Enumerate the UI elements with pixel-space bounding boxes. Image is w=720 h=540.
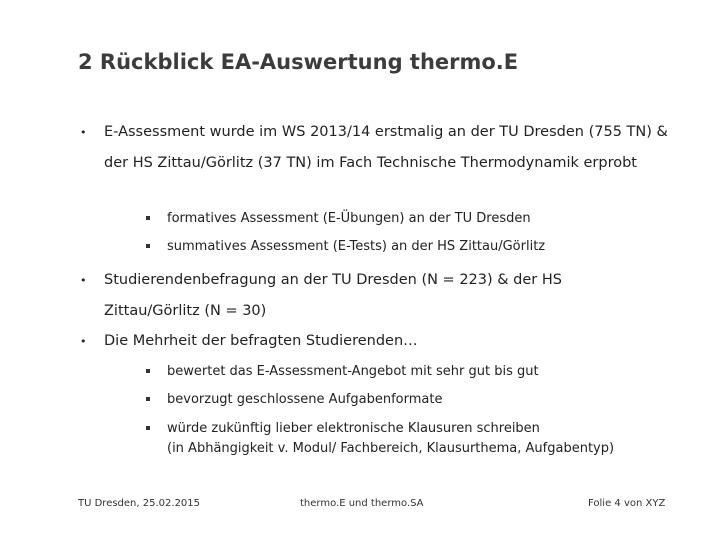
bullet-item: [80, 117, 690, 179]
subbullet-text: summatives Assessment (E-Tests) an der HS Zittau/Görlitz: [167, 239, 546, 254]
bullet-text: E-Assessment wurde im WS 2013/14 erstmalig an der TU Dresden (755 TN) & der HS Zittau/Görlitz (37 TN) im Fach Technische Thermodynamik erprobt: [104, 124, 668, 171]
subbullet-text: bewertet das E-Assessment-Angebot mit sehr gut bis gut: [167, 364, 539, 379]
footer-left: TU Dresden, 25.02.2015: [78, 498, 201, 509]
subbullet-item: [146, 358, 706, 386]
footer-center: thermo.E und thermo.SA: [300, 498, 424, 509]
square-bullet-icon: [146, 426, 150, 430]
bullet-item: [80, 265, 640, 327]
square-bullet-icon: [146, 397, 150, 401]
footer-right: Folie 4 von XYZ: [588, 498, 666, 509]
square-bullet-icon: [146, 216, 150, 220]
bullet-item: [80, 326, 690, 357]
slide-title: 2 Rückblick EA-Auswertung thermo.E: [78, 50, 519, 74]
bullet-text: Studierendenbefragung an der TU Dresden (N = 223) & der HS Zittau/Görlitz (N = 30): [104, 272, 562, 319]
subbullet-text: würde zukünftig lieber elektronische Klausuren schreiben: [167, 421, 540, 436]
subbullet-note: (in Abhängigkeit v. Modul/ Fachbereich, Klausurthema, Aufgabentyp): [167, 441, 615, 456]
bullet-dot-icon: •: [80, 126, 87, 139]
bullet-dot-icon: •: [80, 274, 87, 287]
bullet-dot-icon: •: [80, 335, 87, 348]
subbullet-text: formatives Assessment (E-Übungen) an der TU Dresden: [167, 211, 531, 226]
subbullet-text: bevorzugt geschlossene Aufgabenformate: [167, 392, 443, 407]
square-bullet-icon: [146, 369, 150, 373]
subbullet-item: [146, 233, 706, 261]
bullet-text: Die Mehrheit der befragten Studierenden…: [104, 333, 418, 349]
subbullet-item: [146, 205, 706, 233]
square-bullet-icon: [146, 244, 150, 248]
subbullet-item: [146, 386, 706, 414]
subbullet-item: [146, 415, 706, 443]
